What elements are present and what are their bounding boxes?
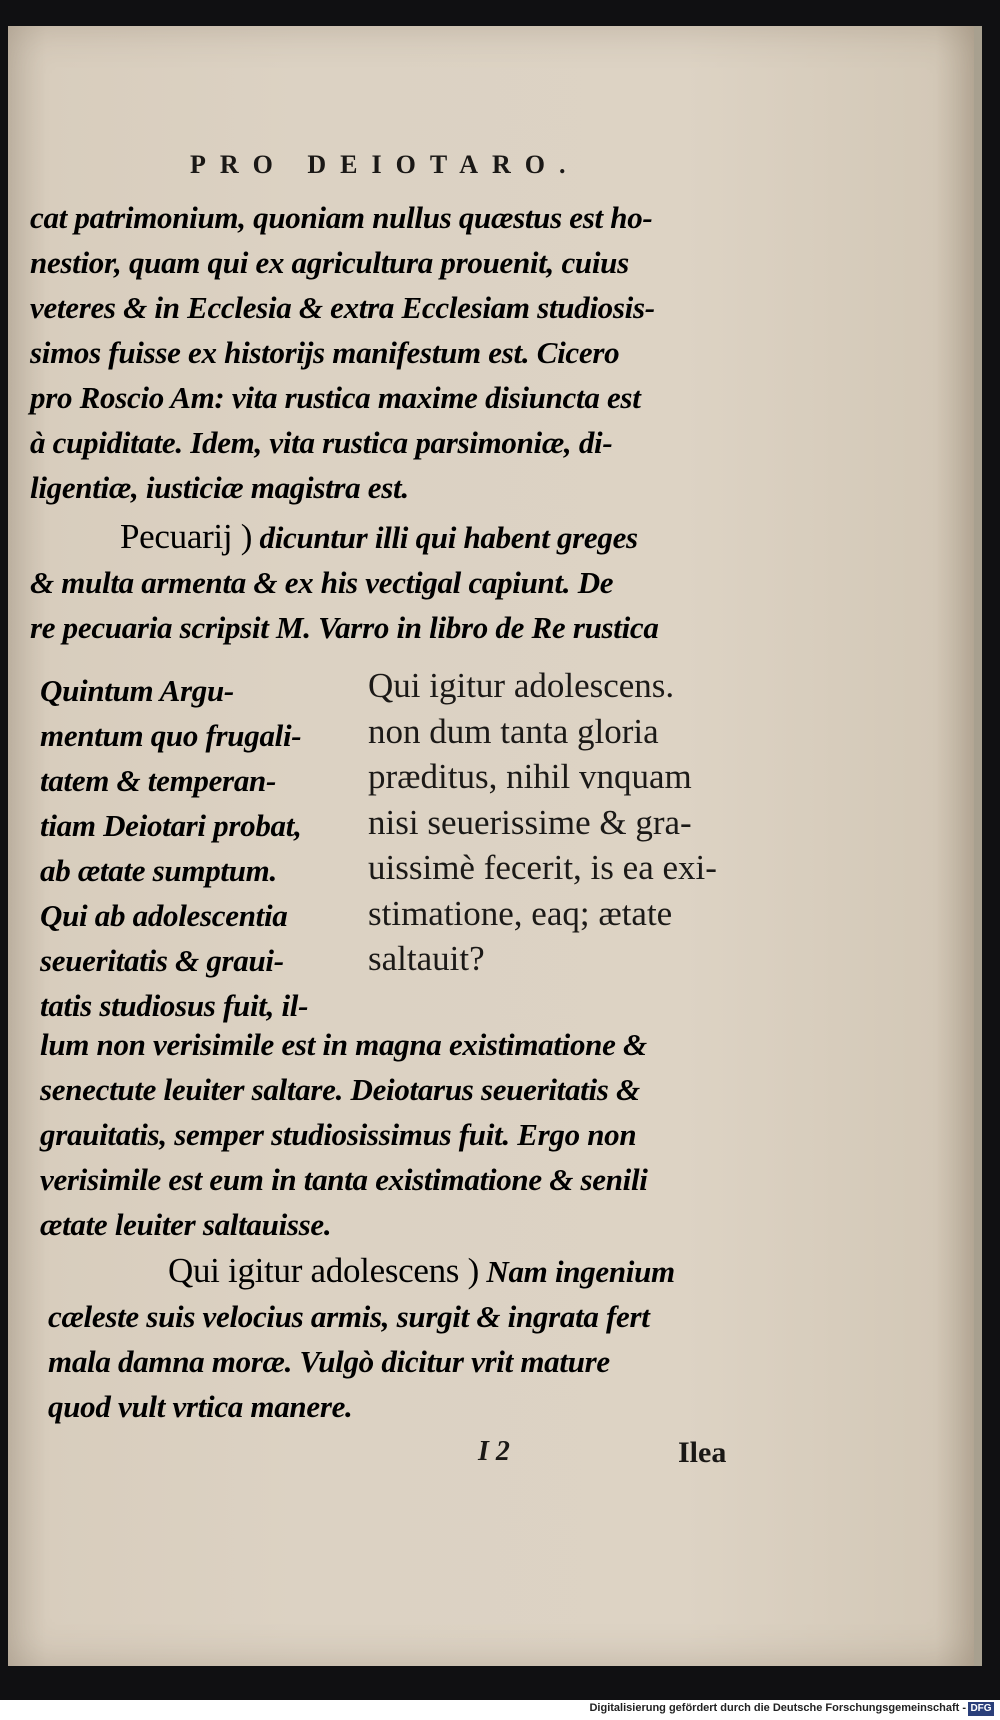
text-line: verisimile est eum in tanta existimatione & senili bbox=[40, 1162, 648, 1197]
lemma: Qui igitur adolescens ) bbox=[168, 1251, 479, 1290]
text-line: Quintum Argu- bbox=[40, 673, 234, 708]
text-line: non dum tanta gloria bbox=[368, 711, 659, 751]
paragraph-3 bbox=[40, 1022, 740, 1247]
text-line: seueritatis & graui- bbox=[40, 943, 284, 978]
text-line: pro Roscio Am: vita rustica maxime disiuncta est bbox=[30, 380, 641, 415]
text-line: lum non verisimile est in magna existimatione & bbox=[40, 1027, 647, 1062]
lemma: Pecuarij ) bbox=[120, 517, 253, 556]
text-line: ætate leuiter saltauisse. bbox=[40, 1207, 332, 1242]
text-line: Qui ab adolescentia bbox=[40, 898, 288, 933]
signature-mark: I 2 bbox=[478, 1436, 510, 1467]
text-line: tatem & temperan- bbox=[40, 763, 276, 798]
text-line: nisi seuerissime & gra- bbox=[368, 802, 692, 842]
text-line: tatis studiosus fuit, il- bbox=[40, 988, 309, 1023]
catchword: Ilea bbox=[678, 1436, 727, 1469]
page-edge bbox=[974, 26, 982, 1666]
paragraph-1 bbox=[30, 195, 740, 510]
text-line: cæleste suis velocius armis, surgit & ingrata fert bbox=[48, 1299, 650, 1334]
text-line: mentum quo frugali- bbox=[40, 718, 302, 753]
text-line: nestior, quam qui ex agricultura prouenit, cuius bbox=[30, 245, 629, 280]
gloss: dicuntur illi qui habent greges bbox=[252, 520, 638, 555]
text-line: grauitatis, semper studiosissimus fuit. Ergo non bbox=[40, 1117, 637, 1152]
gloss: Nam ingenium bbox=[478, 1254, 675, 1289]
text-line: simos fuisse ex historijs manifestum est. Cicero bbox=[30, 335, 620, 370]
text-line: præditus, nihil vnquam bbox=[368, 757, 692, 796]
text-line: senectute leuiter saltare. Deiotarus seueritatis & bbox=[40, 1072, 640, 1107]
text-line: quod vult vrtica manere. bbox=[48, 1389, 353, 1424]
text-line: à cupiditate. Idem, vita rustica parsimoniæ, di- bbox=[30, 425, 613, 460]
text-line: & multa armenta & ex his vectigal capiunt. De bbox=[30, 565, 614, 600]
paragraph-4 bbox=[48, 1248, 748, 1429]
text-line: saltauit? bbox=[368, 939, 485, 978]
marginal-note bbox=[40, 668, 350, 1028]
running-head: PRO DEIOTARO. bbox=[190, 150, 580, 179]
text-line: uissimè fecerit, is ea exi- bbox=[368, 848, 717, 887]
text-line: ligentiæ, iusticiæ magistra est. bbox=[30, 470, 409, 505]
text-line: veteres & in Ecclesia & extra Ecclesiam studiosis- bbox=[30, 290, 655, 325]
text-line: tiam Deiotari probat, bbox=[40, 808, 302, 843]
dfg-logo: DFG bbox=[968, 1702, 994, 1716]
text-line: cat patrimonium, quoniam nullus quæstus est ho- bbox=[30, 200, 653, 235]
text-line: mala damna moræ. Vulgò dicitur vrit mature bbox=[48, 1344, 610, 1379]
text-line bbox=[48, 1248, 748, 1294]
text-line bbox=[30, 514, 740, 560]
text-line: re pecuaria scripsit M. Varro in libro de Re rustica bbox=[30, 610, 659, 645]
text-line: ab ætate sumptum. bbox=[40, 853, 277, 888]
paragraph-2 bbox=[30, 514, 740, 650]
main-text bbox=[368, 663, 738, 982]
text-line: stimatione, eaq; ætate bbox=[368, 893, 673, 933]
footer-credit: Digitalisierung gefördert durch die Deutsche Forschungsgemeinschaft - bbox=[589, 1702, 966, 1714]
text-line: Qui igitur adolescens. bbox=[368, 666, 675, 705]
